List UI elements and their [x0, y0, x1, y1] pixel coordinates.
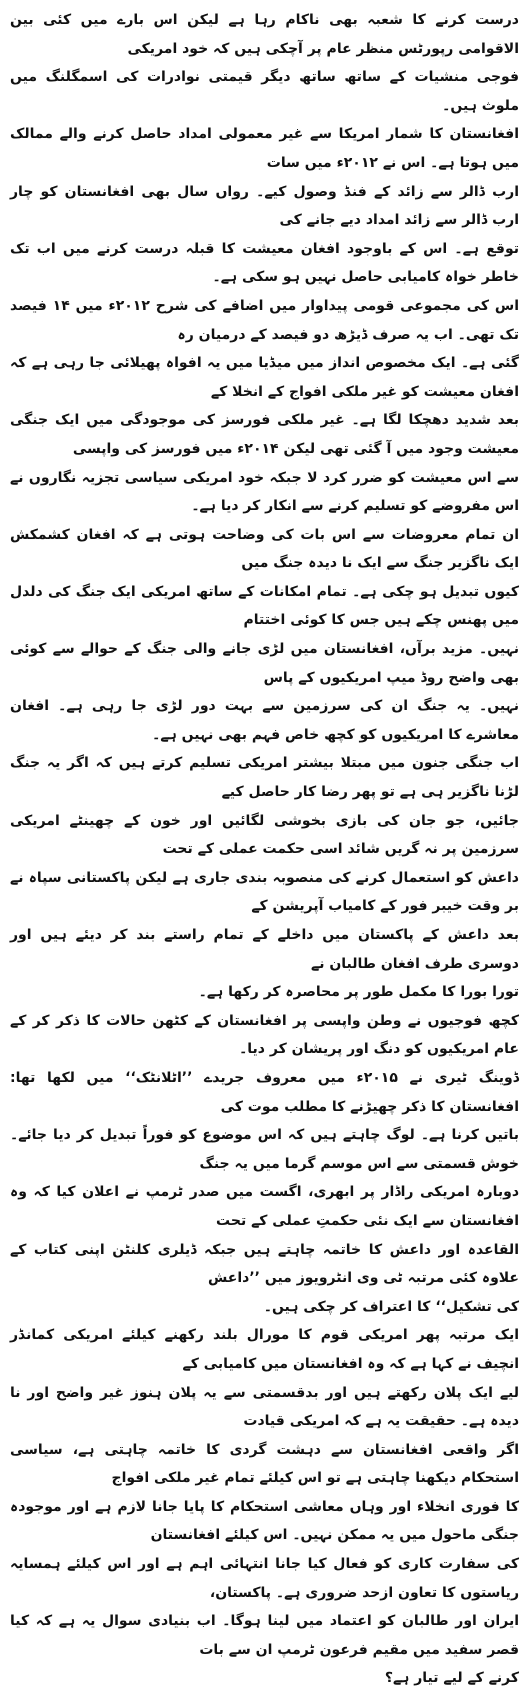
paragraph-5: ایک مرتبہ پھر امریکی قوم کا مورال بلند رکھنے کیلئے امریکی کمانڈر انچیف نے کہا ہے کہ وہ افغانستان میں کامیابی کے لیے ایک پلان رکھتے ہیں اور بدقسمتی سے یہ پلان ہنوز غیر واضح اور نا دیدہ ہے۔ حقیقت یہ ہے کہ امریکی قیادت اگر واقعی افغانستان سے دہشت گردی کا خاتمہ چاہتی ہے، سیاسی استحکام دیکھنا چاہتی ہے تو اس کیلئے تمام غیر ملکی افواج کا فوری انخلاء اور وہاں معاشی استحکام کا پایا جانا لازم ہے اور موجودہ جنگی ماحول میں یہ ممکن نہیں۔ اس کیلئے افغانستان کی سفارت کاری کو فعال کیا جانا انتہائی اہم ہے اور اس کیلئے ہمسایہ ریاستوں کا تعاون ازحد ضروری ہے۔ پاکستان، ایران اور طالبان کو اعتماد میں لینا ہوگا۔ اب بنیادی سوال یہ ہے کہ کیا قصر سفید میں مقیم فرعون ٹرمپ ان سے بات کرنے کے لیے تیار ہے؟ — [10, 1327, 519, 1687]
paragraph-3: ان تمام معروضات سے اس بات کی وضاحت ہوتی ہے کہ افغان کشمکش ایک ناگزیر جنگ سے ایک نا دیدہ جنگ میں کیوں تبدیل ہو چکی ہے۔ تمام امکانات کے ساتھ امریکی ایک جنگ کی دلدل میں پھنس چکے ہیں جس کا کوئی اختتام نہیں۔ مزید برآں، افغانستان میں لڑی جانے والی جنگ کے حوالے سے کوئی بھی واضح روڈ میپ امریکیوں کے پاس نہیں۔ یہ جنگ ان کی سرزمین سے بہت دور لڑی جا رہی ہے۔ افغان معاشرے کا امریکیوں کو کچھ خاص فہم بھی نہیں ہے۔ اب جنگی جنون میں مبتلا بیشتر امریکی تسلیم کرتے ہیں کہ اگر یہ جنگ لڑنا ناگزیر ہی ہے تو پھر رضا کار حاصل کیے جائیں، جو جان کی بازی بخوشی لگائیں اور خون کے چھینٹے امریکی سرزمین پر نہ گریں شائد اسی حکمت عملی کے تحت داعش کو استعمال کرنے کی منصوبہ بندی جاری ہے لیکن پاکستانی سپاہ نے بر وقت خیبر فور کے کامیاب آپریشن کے بعد داعش کے پاکستان میں داخلے کے تمام راستے بند کر دیئے ہیں اور دوسری طرف افغان طالبان نے تورا بورا کا مکمل طور پر محاصرہ کر رکھا ہے۔ — [10, 526, 519, 1001]
paragraph-2: افغانستان کا شمار امریکا سے غیر معمولی امداد حاصل کرنے والے ممالک میں ہوتا ہے۔ اس نے ۲۰۱۲ء میں سات ارب ڈالر سے زائد کے فنڈ وصول کیے۔ رواں سال بھی افغانستان کو چار ارب ڈالر سے زائد امداد دیے جانے کی توقع ہے۔ اس کے باوجود افغان معیشت کا قبلہ درست کرنے میں اب تک خاطر خواہ کامیابی حاصل نہیں ہو سکی ہے۔ اس کی مجموعی قومی پیداوار میں اضافے کی شرح ۲۰۱۲ء میں ۱۴ فیصد تک تھی۔ اب یہ صرف ڈیڑھ دو فیصد کے درمیان رہ گئی ہے۔ ایک مخصوص انداز میں میڈیا میں یہ افواہ پھیلائی جا رہی ہے کہ افغان معیشت کو غیر ملکی افواج کے انخلا کے بعد شدید دھچکا لگا ہے۔ غیر ملکی فورسز کی موجودگی میں ایک جنگی معیشت وجود میں آ گئی تھی لیکن ۲۰۱۴ء میں فورسز کی واپسی سے اس معیشت کو ضرر کرد لا جبکہ خود امریکی سیاسی تجزیہ نگاروں نے اس مفروضے کو تسلیم کرنے سے انکار کر دیا ہے۔ — [10, 126, 520, 515]
paragraph-1: درست کرنے کا شعبہ بھی ناکام رہا ہے لیکن اس بارے میں کئی بین الاقوامی رپورٹس منظر عام پر آچکی ہیں کہ خود امریکی فوجی منشیات کے ساتھ ساتھ دیگر قیمتی نوادرات کی اسمگلنگ میں ملوث ہیں۔ — [10, 12, 519, 114]
paragraph-4: کچھ فوجیوں نے وطن واپسی پر افغانستان کے کٹھن حالات کا ذکر کر کے عام امریکیوں کو دنگ اور پریشان کر دیا۔ ڈوینگ ٹیری نے ۲۰۱۵ء میں معروف جریدے ’’اٹلانٹک‘‘ میں لکھا تھا: افغانستان کا ذکر چھیڑنے کا مطلب موت کی باتیں کرنا ہے۔ لوگ چاہتے ہیں کہ اس موضوع کو فوراً تبدیل کر دیا جائے۔ خوش قسمتی سے اس موسم گرما میں یہ جنگ دوبارہ امریکی راڈار پر ابھری، اگست میں صدر ٹرمپ نے اعلان کیا کہ وہ افغانستان سے ایک نئی حکمتِ عملی کے تحت القاعدہ اور داعش کا خاتمہ چاہتے ہیں جبکہ ڈیلری کلنٹن اپنی کتاب کے علاوہ کئی مرتبہ ٹی وی انٹرویوز میں ’’داعش کی تشکیل‘‘ کا اعتراف کر چکی ہیں۔ — [10, 1012, 519, 1315]
